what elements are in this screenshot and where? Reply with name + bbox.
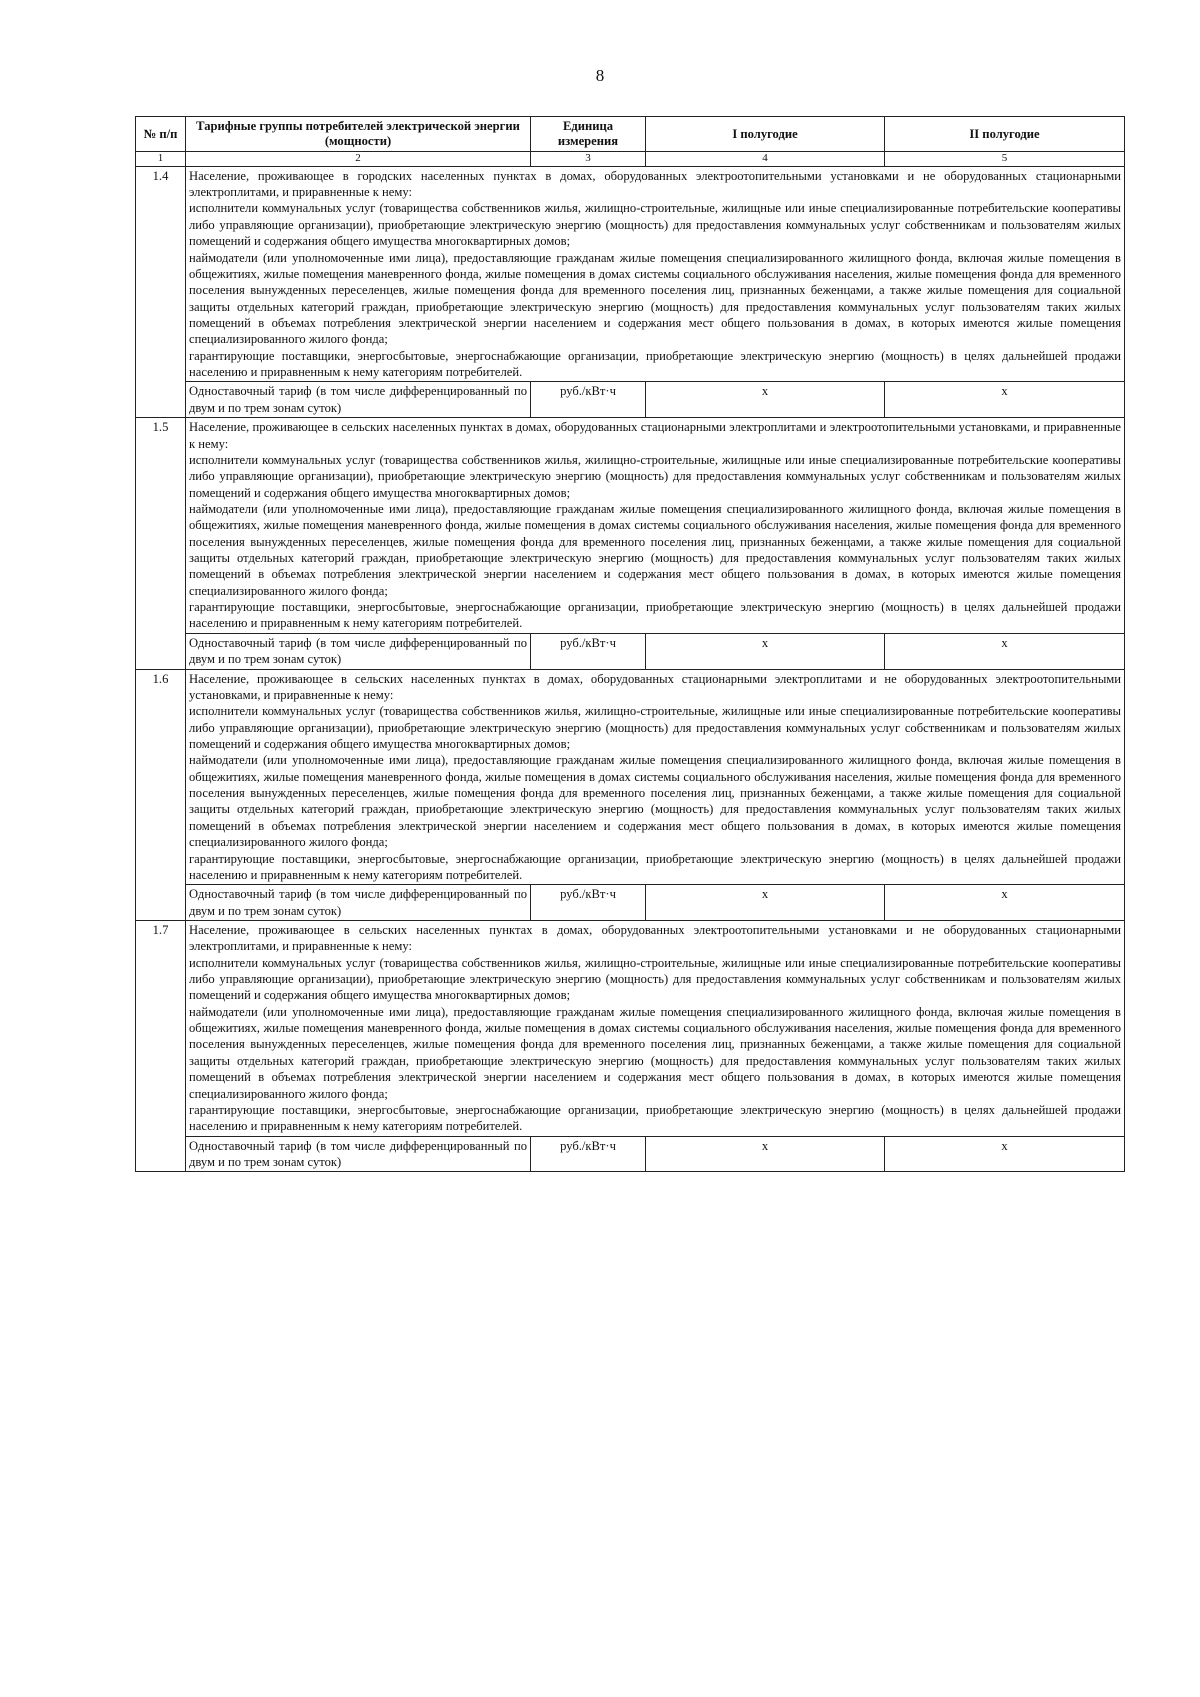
row-number: 1.7	[136, 920, 186, 1171]
description-paragraph: гарантирующие поставщики, энергосбытовые, энергоснабжающие организации, приобретающие электрическую энергию (мощность) в целях дальнейшей продажи населению и приравненным к нему категориям потребителей.	[189, 348, 1121, 380]
column-number: 5	[885, 152, 1125, 167]
description-paragraph: гарантирующие поставщики, энергосбытовые, энергоснабжающие организации, приобретающие электрическую энергию (мощность) в целях дальнейшей продажи населению и приравненным к нему категориям потребителей.	[189, 851, 1121, 882]
description-paragraph: наймодатели (или уполномоченные ими лица), предоставляющие гражданам жилые помещения специализированного жилищного фонда, включая жилые помещения в общежитиях, жилые помещения маневренного фонда, жилые помещения в домах системы социального обслуживания населения, жилые помещения фонда для временного поселения вынужденных переселенцев, жилые помещения фонда для временного поселения лиц, признанных беженцами, а также жилые помещения для социальной защиты отдельных категорий граждан, приобретающие электрическую энергию (мощность) для предоставления коммунальных услуг пользователям таких жилых помещений в объемах потребления электрической энергии населением и содержания мест общего пользования в домах, в которых имеются жилые помещения специализированного жилого фонда;	[189, 501, 1121, 598]
row-number: 1.6	[136, 669, 186, 920]
unit-cell: руб./кВт·ч	[531, 885, 646, 921]
page-number: 8	[595, 66, 605, 85]
unit-cell: руб./кВт·ч	[531, 1136, 646, 1172]
section-row	[136, 166, 1125, 382]
section-row	[136, 669, 1125, 885]
header-group: Тарифные группы потребителей электрической энергии (мощности)	[186, 117, 531, 152]
section-row	[136, 920, 1125, 1136]
half2-value: х	[885, 633, 1125, 669]
description-paragraph: исполнители коммунальных услуг (товарищества собственников жилья, жилищно-строительные, жилищные или иные специализированные потребительские кооперативы либо управляющие организации), приобретающие электрическую энергию (мощность) для предоставления коммунальных услуг собственникам и пользователям жилых помещений и содержания общего имущества многоквартирных домов;	[189, 452, 1121, 500]
consumer-group-description	[186, 418, 1125, 634]
description-paragraph: Население, проживающее в сельских населенных пунктах в домах, оборудованных стационарными электроплитами и электроотопительными установками, и приравненные к нему:	[189, 420, 1121, 451]
description-paragraph: наймодатели (или уполномоченные ими лица), предоставляющие гражданам жилые помещения специализированного жилищного фонда, включая жилые помещения в общежитиях, жилые помещения маневренного фонда, жилые помещения в домах системы социального обслуживания населения, жилые помещения фонда для временного поселения вынужденных переселенцев, жилые помещения фонда для временного поселения лиц, признанных беженцами, а также жилые помещения для социальной защиты отдельных категорий граждан, приобретающие электрическую энергию (мощность) для предоставления коммунальных услуг пользователям таких жилых помещений в объемах потребления электрической энергии населением и содержания мест общего пользования в домах, в которых имеются жилые помещения специализированного жилого фонда;	[189, 250, 1121, 347]
half2-value: х	[885, 885, 1125, 921]
header-half1: I полугодие	[646, 117, 885, 152]
half1-value: х	[646, 1136, 885, 1172]
tariff-row	[136, 885, 1125, 921]
description-paragraph: исполнители коммунальных услуг (товарищества собственников жилья, жилищно-строительные, жилищные или иные специализированные потребительские кооперативы либо управляющие организации), приобретающие электрическую энергию (мощность) для предоставления коммунальных услуг собственникам и пользователям жилых помещений и содержания общего имущества многоквартирных домов;	[189, 704, 1121, 751]
description-paragraph: исполнители коммунальных услуг (товарищества собственников жилья, жилищно-строительные, жилищные или иные специализированные потребительские кооперативы либо управляющие организации), приобретающие электрическую энергию (мощность) для предоставления коммунальных услуг собственникам и пользователям жилых помещений и содержания общего имущества многоквартирных домов;	[189, 201, 1121, 249]
consumer-group-description	[186, 669, 1125, 885]
half2-value: х	[885, 382, 1125, 418]
tariff-name: Одноставочный тариф (в том числе дифференцированный по двум и по трем зонам суток)	[186, 1136, 531, 1172]
description-paragraph: гарантирующие поставщики, энергосбытовые, энергоснабжающие организации, приобретающие электрическую энергию (мощность) в целях дальнейшей продажи населению и приравненным к нему категориям потребителей.	[189, 600, 1121, 631]
unit-cell: руб./кВт·ч	[531, 382, 646, 418]
half1-value: х	[646, 885, 885, 921]
header-half2: II полугодие	[885, 117, 1125, 152]
half1-value: х	[646, 382, 885, 418]
header-row	[136, 117, 1125, 152]
half1-value: х	[646, 633, 885, 669]
column-number: 3	[531, 152, 646, 167]
tariff-name: Одноставочный тариф (в том числе дифференцированный по двум и по трем зонам суток)	[186, 633, 531, 669]
section-row	[136, 418, 1125, 634]
row-number: 1.5	[136, 418, 186, 669]
consumer-group-description	[186, 166, 1125, 382]
column-number: 1	[136, 152, 186, 167]
description-paragraph: Население, проживающее в сельских населенных пунктах в домах, оборудованных стационарными электроплитами и не оборудованных электроотопительными установками, и приравненные к нему:	[189, 671, 1121, 702]
tariff-name: Одноставочный тариф (в том числе дифференцированный по двум и по трем зонам суток)	[186, 382, 531, 418]
unit-cell: руб./кВт·ч	[531, 633, 646, 669]
header-unit: Единица измерения	[531, 117, 646, 152]
description-paragraph: Население, проживающее в городских населенных пунктах в домах, оборудованных электроотопительными установками и не оборудованных стационарными электроплитами, и приравненные к нему:	[189, 168, 1121, 200]
tariff-table	[135, 116, 1125, 1172]
description-paragraph: исполнители коммунальных услуг (товарищества собственников жилья, жилищно-строительные, жилищные или иные специализированные потребительские кооперативы либо управляющие организации), приобретающие электрическую энергию (мощность) для предоставления коммунальных услуг собственникам и пользователям жилых помещений и содержания общего имущества многоквартирных домов;	[189, 955, 1121, 1003]
tariff-row	[136, 633, 1125, 669]
column-number: 2	[186, 152, 531, 167]
column-number-row	[136, 152, 1125, 167]
consumer-group-description	[186, 920, 1125, 1136]
description-paragraph: наймодатели (или уполномоченные ими лица), предоставляющие гражданам жилые помещения специализированного жилищного фонда, включая жилые помещения в общежитиях, жилые помещения маневренного фонда, жилые помещения в домах системы социального обслуживания населения, жилые помещения фонда для временного поселения вынужденных переселенцев, жилые помещения фонда для временного поселения лиц, признанных беженцами, а также жилые помещения для социальной защиты отдельных категорий граждан, приобретающие электрическую энергию (мощность) для предоставления коммунальных услуг пользователям таких жилых помещений в объемах потребления электрической энергии населением и содержания мест общего пользования в домах, в которых имеются жилые помещения специализированного жилого фонда;	[189, 753, 1121, 850]
row-number: 1.4	[136, 166, 186, 417]
description-paragraph: гарантирующие поставщики, энергосбытовые, энергоснабжающие организации, приобретающие электрическую энергию (мощность) в целях дальнейшей продажи населению и приравненным к нему категориям потребителей.	[189, 1102, 1121, 1134]
tariff-name: Одноставочный тариф (в том числе дифференцированный по двум и по трем зонам суток)	[186, 885, 531, 921]
tariff-row	[136, 1136, 1125, 1172]
tariff-row	[136, 382, 1125, 418]
header-num: № п/п	[136, 117, 186, 152]
description-paragraph: наймодатели (или уполномоченные ими лица), предоставляющие гражданам жилые помещения специализированного жилищного фонда, включая жилые помещения в общежитиях, жилые помещения маневренного фонда, жилые помещения в домах системы социального обслуживания населения, жилые помещения фонда для временного поселения вынужденных переселенцев, жилые помещения фонда для временного поселения лиц, признанных беженцами, а также жилые помещения для социальной защиты отдельных категорий граждан, приобретающие электрическую энергию (мощность) для предоставления коммунальных услуг пользователям таких жилых помещений в объемах потребления электрической энергии населением и содержания мест общего пользования в домах, в которых имеются жилые помещения специализированного жилого фонда;	[189, 1004, 1121, 1101]
column-number: 4	[646, 152, 885, 167]
half2-value: х	[885, 1136, 1125, 1172]
description-paragraph: Население, проживающее в сельских населенных пунктах в домах, оборудованных электроотопительными установками и не оборудованных стационарными электроплитами, и приравненные к нему:	[189, 922, 1121, 954]
